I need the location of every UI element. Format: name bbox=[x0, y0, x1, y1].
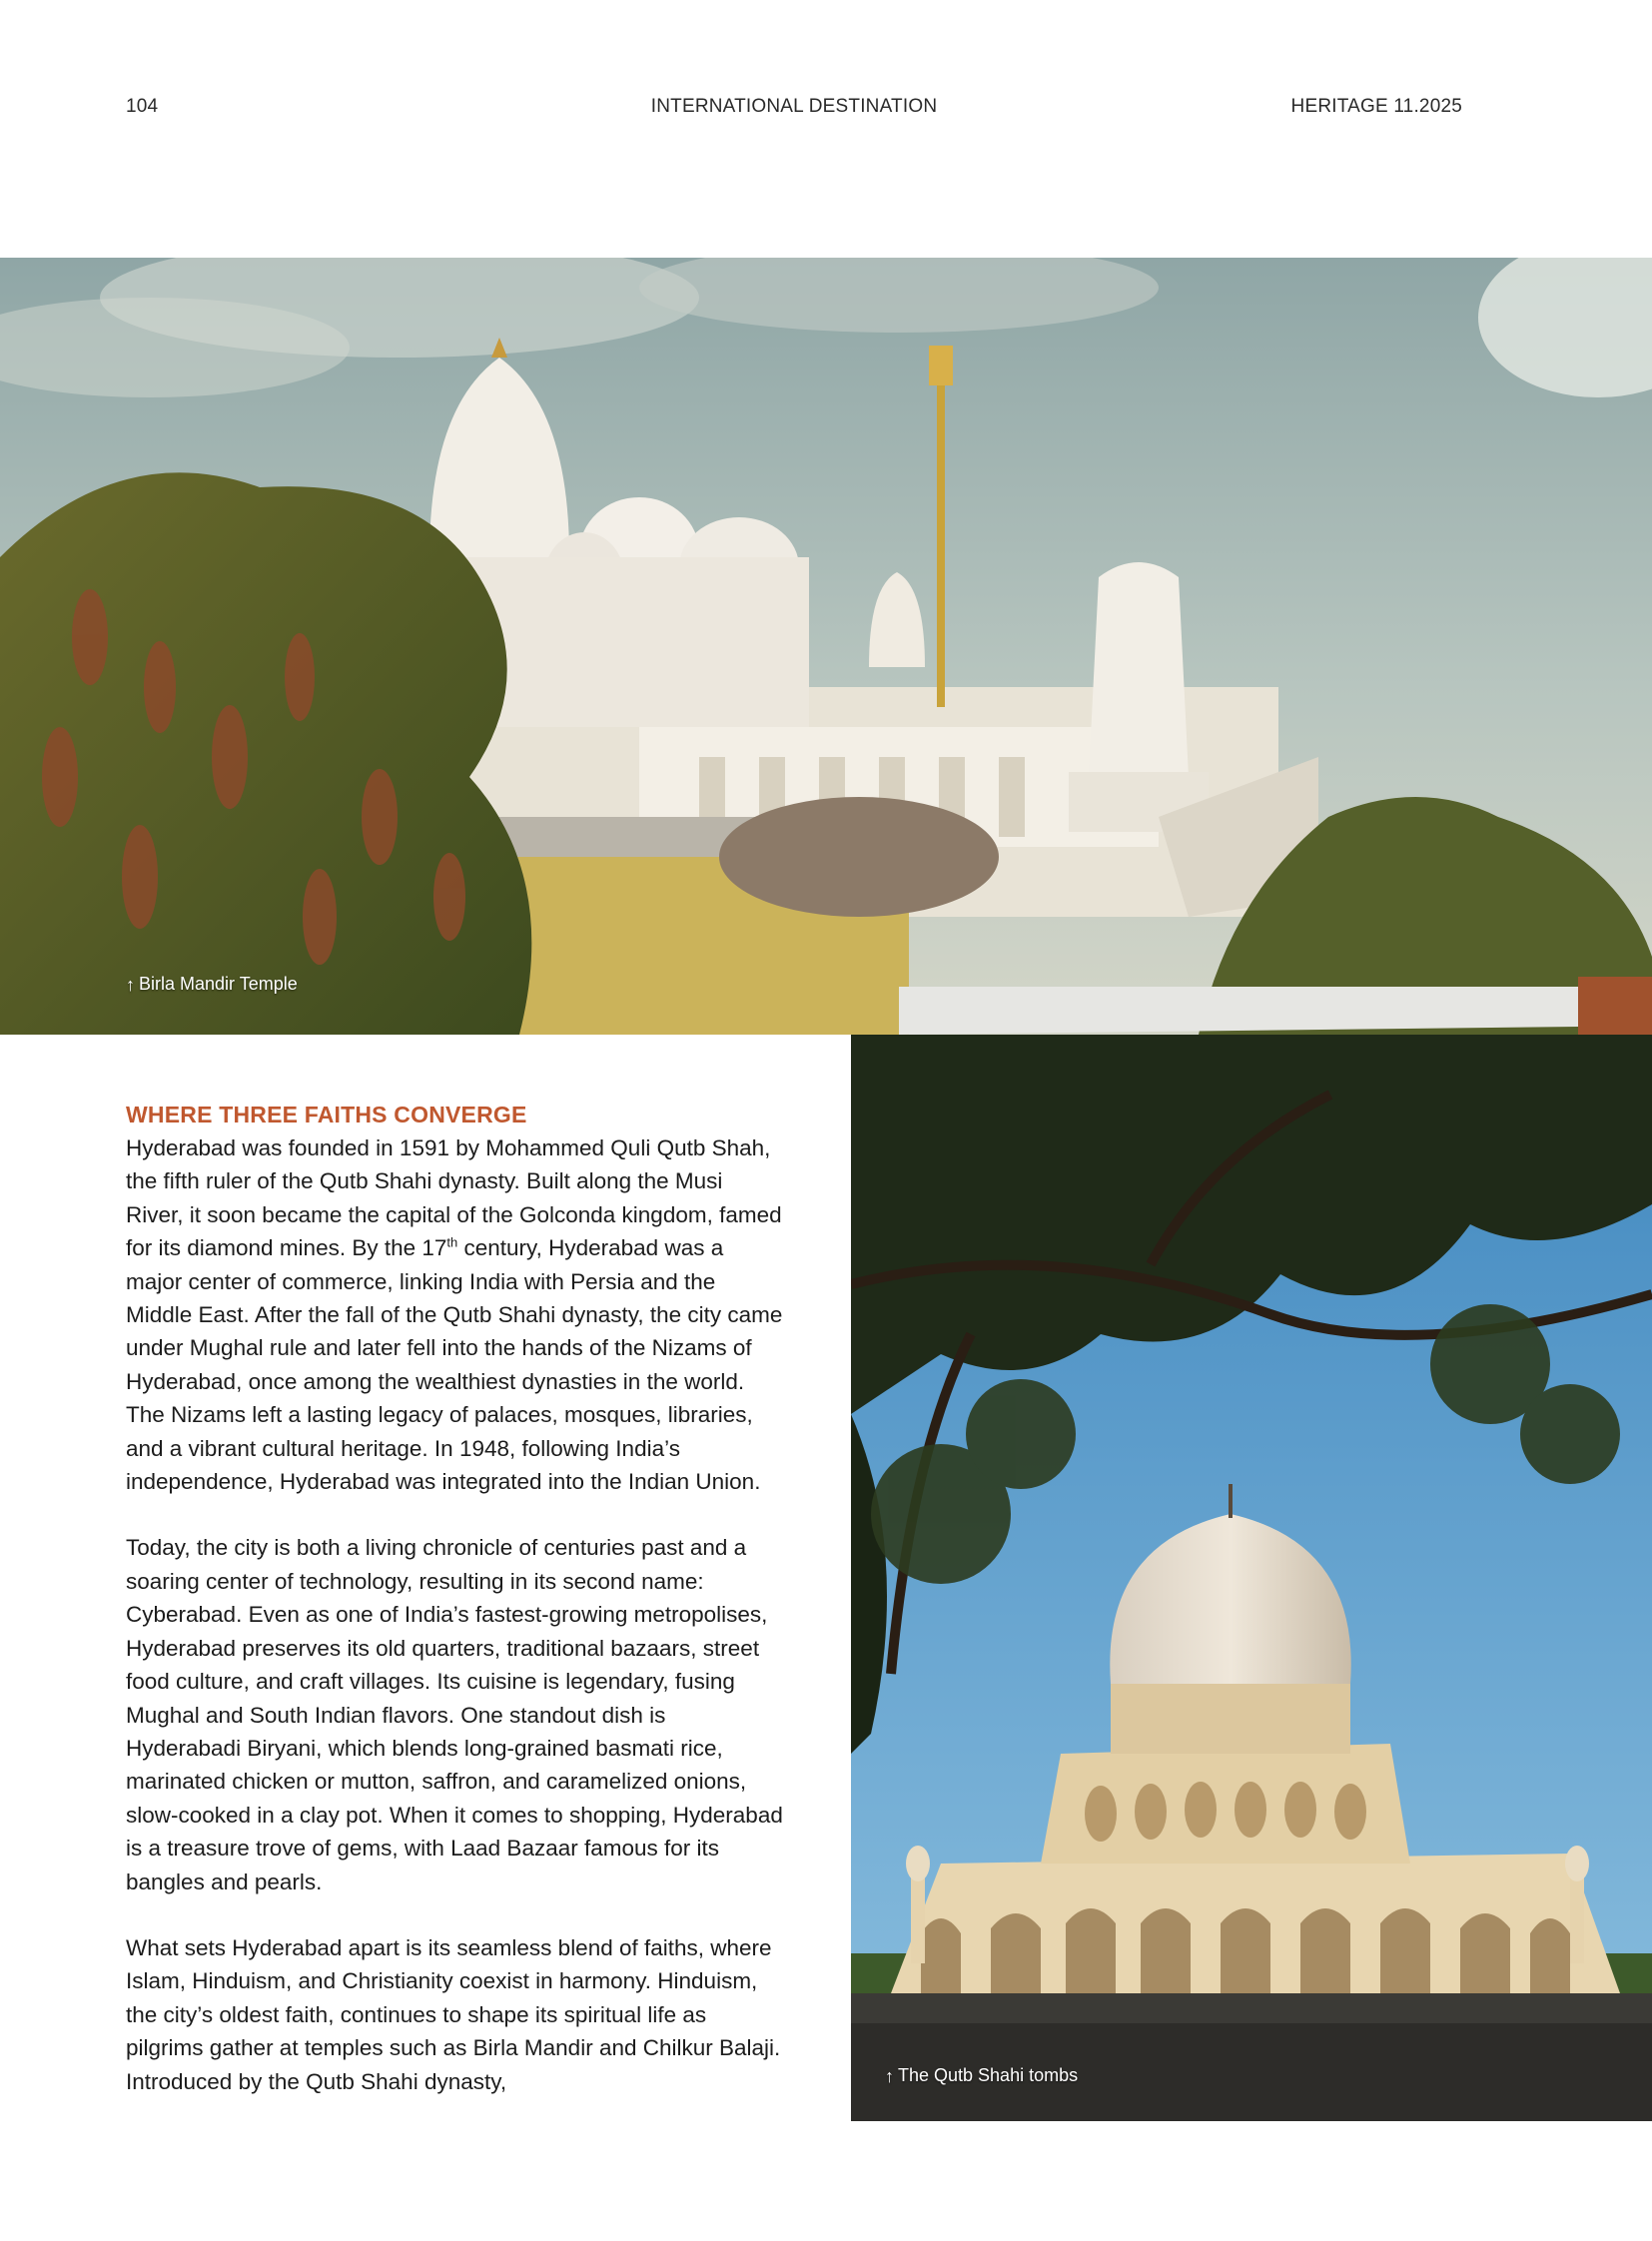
article-paragraph: What sets Hyderabad apart is its seamless blend of faiths, where Islam, Hinduism, and Christianity coexist in harmony. Hinduism, the city’s oldest faith, continues to shape its spiritual life as pilgrims gather at temples such as Birla Mandir and Chilkur Balaji. Introduced by the Qutb Shahi dynasty, bbox=[126, 1934, 781, 2094]
temple-photo-illustration bbox=[0, 258, 1652, 1035]
section-label: INTERNATIONAL DESTINATION bbox=[650, 96, 938, 117]
tombs-photo-illustration bbox=[851, 1035, 1652, 2121]
tombs-caption-text: The Qutb Shahi tombs bbox=[898, 2065, 1079, 2085]
temple-photo bbox=[0, 258, 1652, 1035]
article-body bbox=[126, 1099, 785, 2131]
temple-caption bbox=[126, 974, 298, 995]
up-arrow-icon: ↑ bbox=[885, 2065, 894, 2086]
article-paragraph: Today, the city is both a living chronicle of centuries past and a soaring center of technology, resulting in its second name: Cyberabad. Even as one of India’s fastest-growing metropolises, Hyderabad preserves its old quarters, traditional bazaars, street food culture, and craft villages. Its cuisine is legendary, fusing Mughal and South Indian flavors. One standout dish is Hyderabadi Biryani, which blends long-grained basmati rice, marinated chicken or mutton, saffron, and caramelized onions, slow-cooked in a clay pot. When it comes to shopping, Hyderabad is a treasure trove of gems, with Laad Bazaar famous for its bangles and pearls. bbox=[126, 1535, 783, 1894]
temple-caption-text: Birla Mandir Temple bbox=[139, 974, 298, 994]
article-paragraph bbox=[126, 1131, 785, 1498]
paragraph-text: Hyderabad was founded in 1591 by Mohammed Quli Qutb Shah, the fifth ruler of the Qutb Shahi dynasty. Built along the Musi River, it soon became the capital of the Golconda kingdom, famed for its diamond mines. By the 17 bbox=[126, 1135, 782, 1261]
tombs-caption bbox=[885, 2065, 1078, 2086]
up-arrow-icon: ↑ bbox=[126, 974, 135, 995]
paragraph-text: century, Hyderabad was a major center of commerce, linking India with Persia and the Middle East. After the fall of the Qutb Shahi dynasty, the city came under Mughal rule and later fell into the hands of the Nizams of Hyderabad, once among the wealthiest dynasties in the world. The Nizams left a lasting legacy of palaces, mosques, libraries, and a vibrant cultural heritage. In 1948, following India’s independence, Hyderabad was integrated into the Indian Union. bbox=[126, 1235, 783, 1495]
tombs-photo bbox=[851, 1035, 1652, 2121]
article-heading: WHERE THREE FAITHS CONVERGE bbox=[126, 1102, 527, 1127]
issue-label: HERITAGE 11.2025 bbox=[1290, 96, 1462, 117]
ordinal-suffix: th bbox=[446, 1234, 458, 1250]
page-number: 104 bbox=[126, 96, 159, 117]
